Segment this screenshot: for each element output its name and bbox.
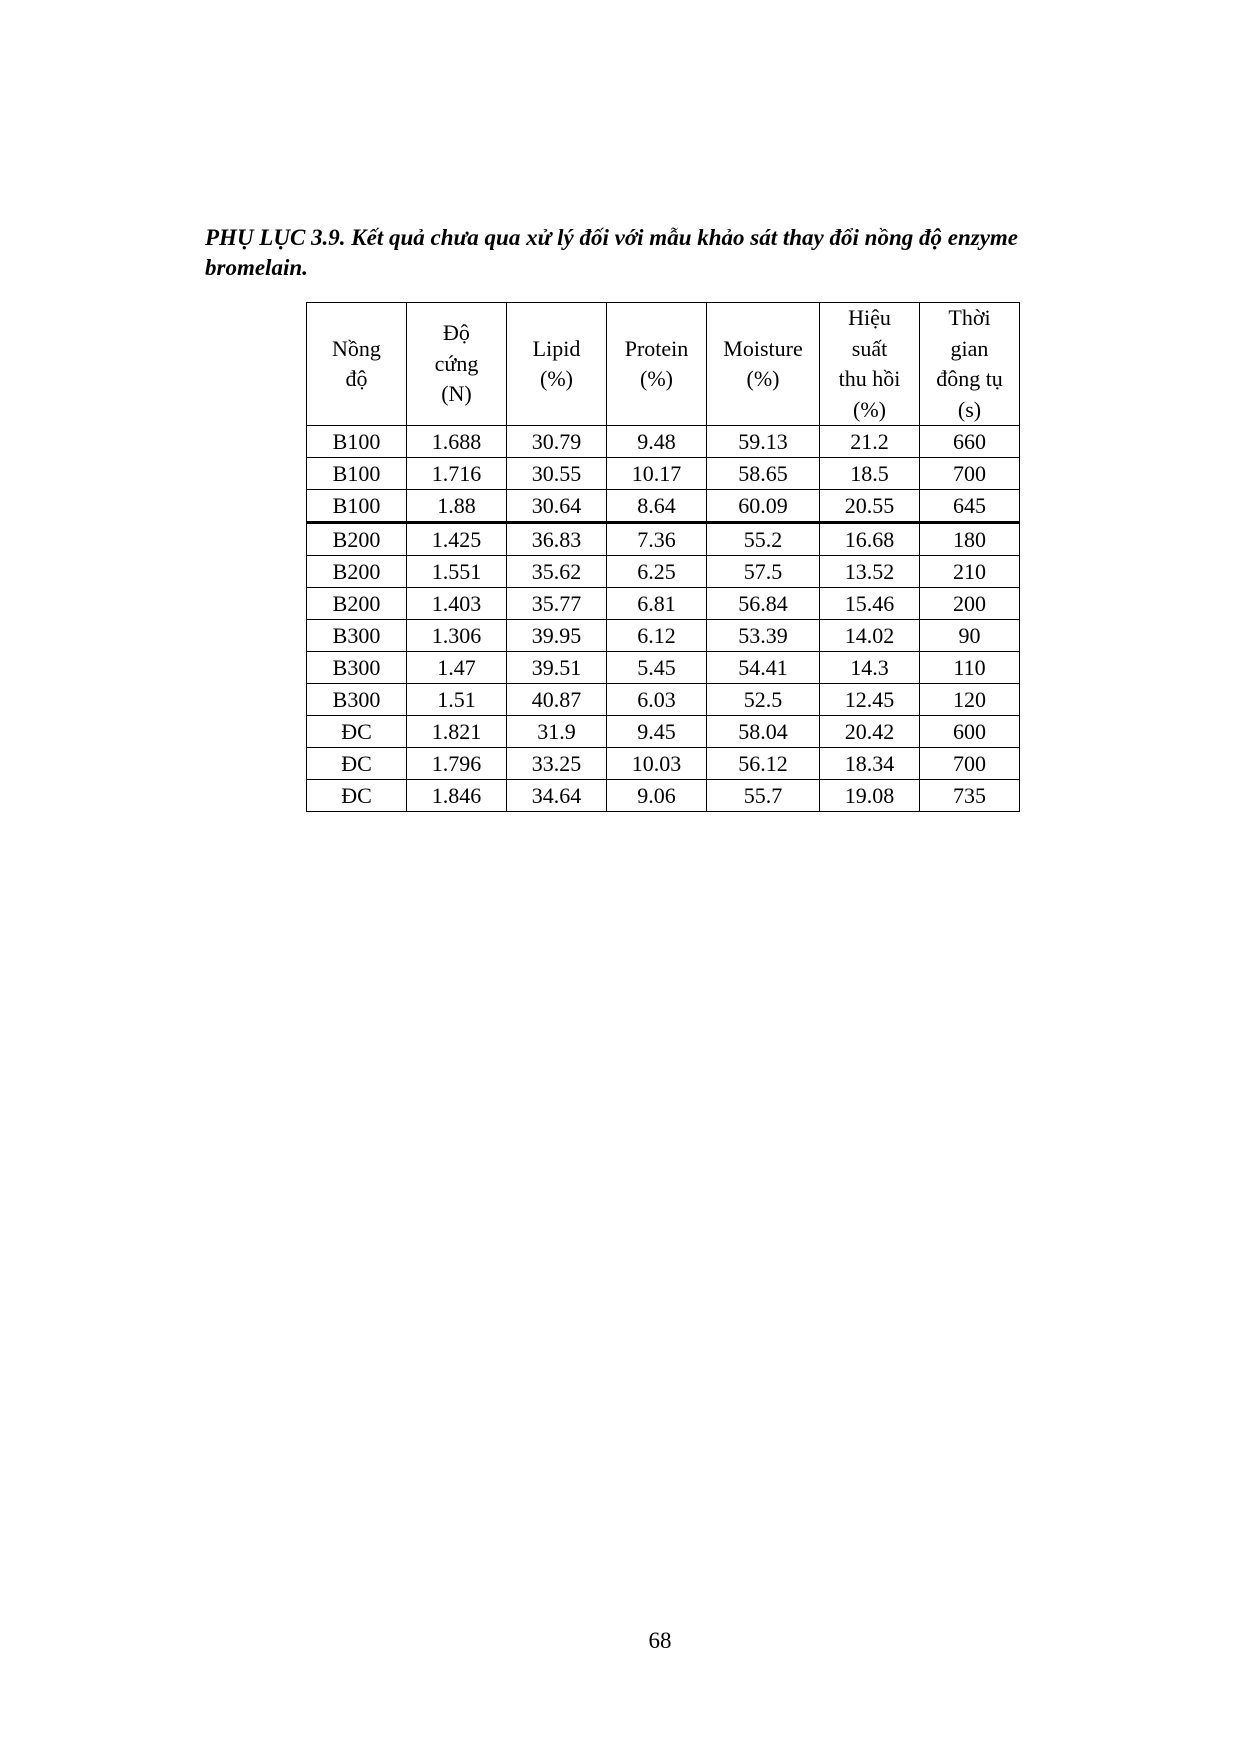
table-cell: 31.9 <box>507 716 607 748</box>
table-cell: 10.17 <box>607 458 707 490</box>
table-cell: 1.403 <box>407 588 507 620</box>
header-line: Thời <box>948 305 991 330</box>
table-cell: 1.716 <box>407 458 507 490</box>
table-cell: 35.62 <box>507 556 607 588</box>
table-cell: 53.39 <box>707 620 820 652</box>
table-cell: 18.34 <box>820 748 920 780</box>
table-cell: 210 <box>920 556 1020 588</box>
table-cell: B200 <box>307 556 407 588</box>
table-cell: B300 <box>307 620 407 652</box>
header-coagulation-time <box>920 303 1020 426</box>
table-cell: 18.5 <box>820 458 920 490</box>
table-cell: 110 <box>920 652 1020 684</box>
table-cell: 39.51 <box>507 652 607 684</box>
results-table <box>306 302 1020 812</box>
table-row <box>307 426 1020 458</box>
table-cell: B300 <box>307 684 407 716</box>
table-cell: 30.64 <box>507 490 607 523</box>
table-cell: 20.42 <box>820 716 920 748</box>
table-cell: 21.2 <box>820 426 920 458</box>
table-cell: 30.55 <box>507 458 607 490</box>
table-header-row <box>307 303 1020 426</box>
table-cell: 54.41 <box>707 652 820 684</box>
table-cell: 1.306 <box>407 620 507 652</box>
table-cell: 1.47 <box>407 652 507 684</box>
table-cell: 55.7 <box>707 780 820 812</box>
table-cell: 700 <box>920 748 1020 780</box>
table-cell: 35.77 <box>507 588 607 620</box>
table-cell: 12.45 <box>820 684 920 716</box>
table-cell: 60.09 <box>707 490 820 523</box>
table-cell: 200 <box>920 588 1020 620</box>
table-cell: B100 <box>307 426 407 458</box>
table-cell: 39.95 <box>507 620 607 652</box>
header-line: suất <box>851 335 888 361</box>
header-line: thu hồi <box>838 366 901 391</box>
table-cell: 9.48 <box>607 426 707 458</box>
table-cell: 13.52 <box>820 556 920 588</box>
table-row <box>307 556 1020 588</box>
table-cell: 16.68 <box>820 523 920 556</box>
header-concentration <box>307 303 407 426</box>
table-cell: 56.12 <box>707 748 820 780</box>
table-cell: 19.08 <box>820 780 920 812</box>
table-cell: 52.5 <box>707 684 820 716</box>
table-cell: 6.12 <box>607 620 707 652</box>
table-cell: 1.51 <box>407 684 507 716</box>
header-line: Lipid <box>532 335 581 361</box>
table-cell: ĐC <box>307 748 407 780</box>
table-cell: 9.06 <box>607 780 707 812</box>
table-cell: 6.25 <box>607 556 707 588</box>
table-cell: 120 <box>920 684 1020 716</box>
header-line: Moisture <box>723 335 803 361</box>
table-cell: 1.796 <box>407 748 507 780</box>
header-line: (%) <box>640 366 673 391</box>
table-cell: 9.45 <box>607 716 707 748</box>
table-cell: 1.821 <box>407 716 507 748</box>
header-yield <box>820 303 920 426</box>
table-cell: 1.88 <box>407 490 507 523</box>
page-number: 68 <box>648 1628 672 1653</box>
header-line: đông tụ <box>936 366 1003 391</box>
header-line: Nồng <box>332 335 381 361</box>
table-cell: 180 <box>920 523 1020 556</box>
table-cell: 55.2 <box>707 523 820 556</box>
table-cell: 7.36 <box>607 523 707 556</box>
table-cell: 90 <box>920 620 1020 652</box>
table-row <box>307 523 1020 556</box>
table-cell: 6.03 <box>607 684 707 716</box>
header-line: Độ <box>443 320 470 346</box>
table-cell: 10.03 <box>607 748 707 780</box>
table-cell: 660 <box>920 426 1020 458</box>
table-cell: 700 <box>920 458 1020 490</box>
table-cell: 33.25 <box>507 748 607 780</box>
table-cell: 735 <box>920 780 1020 812</box>
table-cell: 20.55 <box>820 490 920 523</box>
table-cell: 40.87 <box>507 684 607 716</box>
table-row <box>307 684 1020 716</box>
table-cell: B200 <box>307 588 407 620</box>
table-cell: B200 <box>307 523 407 556</box>
table-cell: 8.64 <box>607 490 707 523</box>
table-cell: 14.02 <box>820 620 920 652</box>
table-cell: 1.425 <box>407 523 507 556</box>
header-line: (%) <box>853 396 886 422</box>
table-cell: 15.46 <box>820 588 920 620</box>
table-row <box>307 716 1020 748</box>
table-row <box>307 490 1020 523</box>
header-lipid <box>507 303 607 426</box>
table-cell: 6.81 <box>607 588 707 620</box>
table-row <box>307 588 1020 620</box>
header-line: (s) <box>957 396 982 422</box>
table-row <box>307 620 1020 652</box>
table-cell: 59.13 <box>707 426 820 458</box>
table-cell: 645 <box>920 490 1020 523</box>
header-protein <box>607 303 707 426</box>
header-hardness <box>407 303 507 426</box>
header-line: Hiệu <box>848 305 891 330</box>
table-caption: PHỤ LỤC 3.9. Kết quả chưa qua xử lý đối với mẫu khảo sát thay đổi nồng độ enzyme bromelain. <box>205 225 1018 280</box>
table-cell: B100 <box>307 458 407 490</box>
table-cell: 58.04 <box>707 716 820 748</box>
table-row <box>307 780 1020 812</box>
table-cell: 1.688 <box>407 426 507 458</box>
header-line: gian <box>950 335 989 361</box>
table-row <box>307 748 1020 780</box>
table-cell: B300 <box>307 652 407 684</box>
table-cell: B100 <box>307 490 407 523</box>
header-moisture <box>707 303 820 426</box>
table-cell: 600 <box>920 716 1020 748</box>
table-row <box>307 458 1020 490</box>
table-cell: 56.84 <box>707 588 820 620</box>
table-cell: 58.65 <box>707 458 820 490</box>
header-line: (%) <box>540 366 573 391</box>
header-line: (%) <box>746 366 780 391</box>
table-cell: 36.83 <box>507 523 607 556</box>
header-line: độ <box>345 366 368 391</box>
header-line: (N) <box>441 381 472 407</box>
header-line: cứng <box>434 350 479 376</box>
table-cell: 5.45 <box>607 652 707 684</box>
table-cell: 57.5 <box>707 556 820 588</box>
table-cell: 30.79 <box>507 426 607 458</box>
table-cell: 34.64 <box>507 780 607 812</box>
table-cell: 1.551 <box>407 556 507 588</box>
header-line: Protein <box>624 335 689 361</box>
table-cell: 14.3 <box>820 652 920 684</box>
table-cell: 1.846 <box>407 780 507 812</box>
table-cell: ĐC <box>307 780 407 812</box>
table-cell: ĐC <box>307 716 407 748</box>
table-row <box>307 652 1020 684</box>
